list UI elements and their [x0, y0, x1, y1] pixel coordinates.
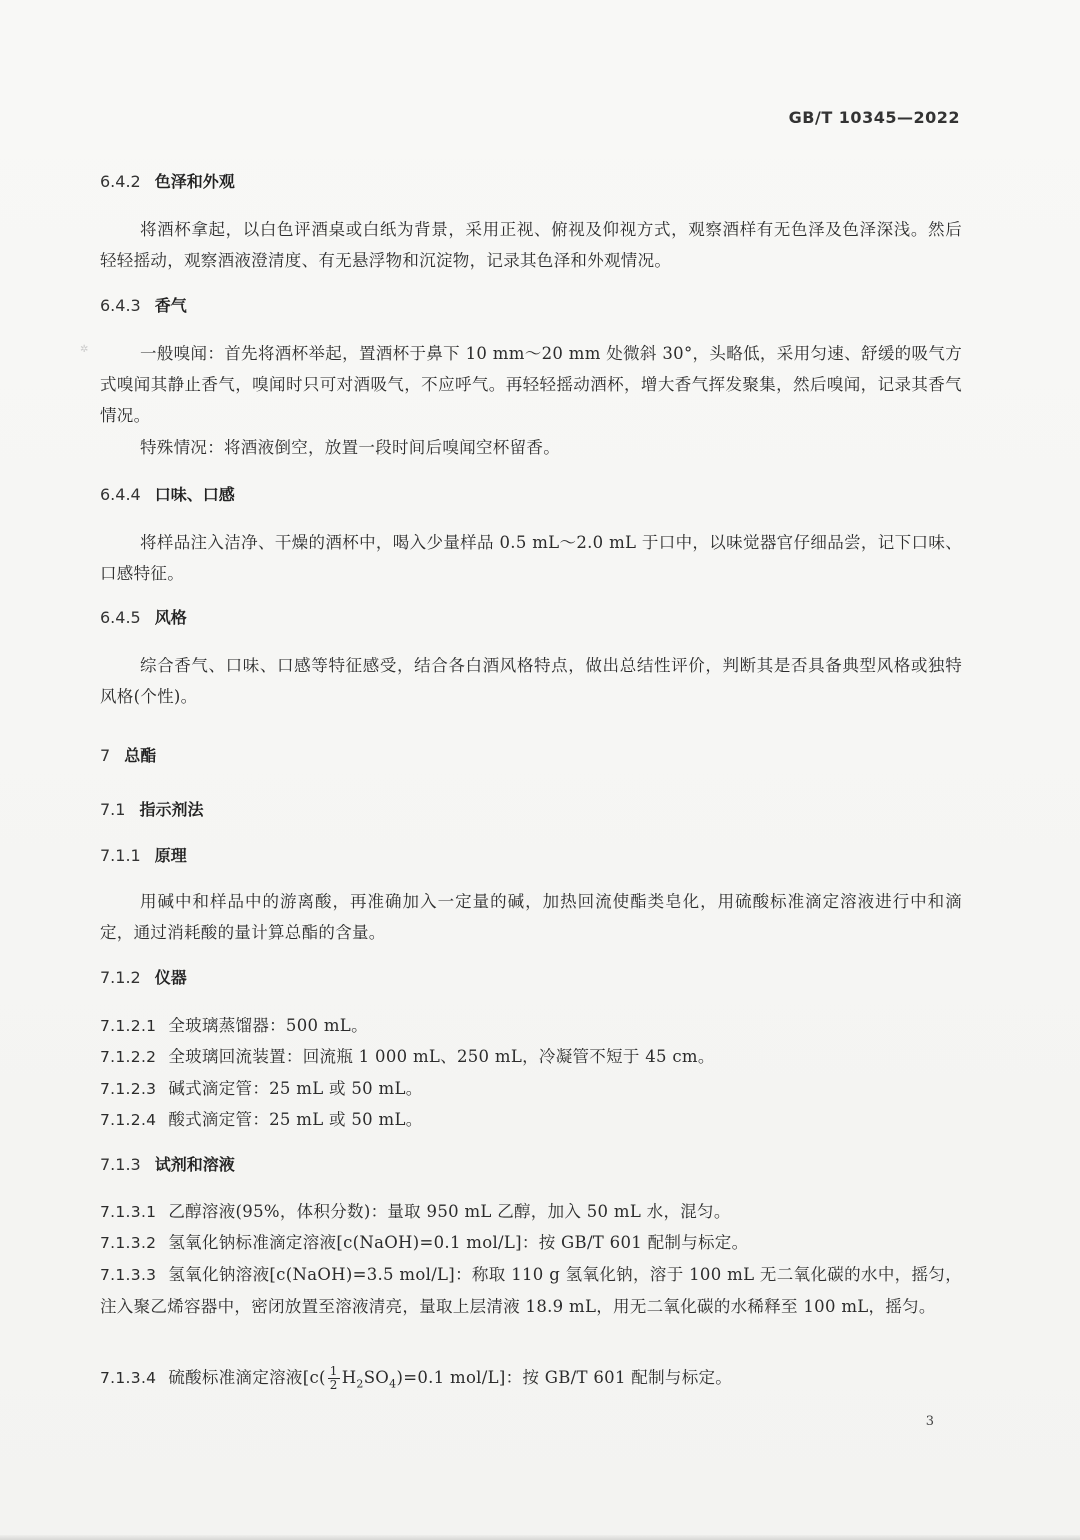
- paragraph-aroma-general: 一般嗅闻：首先将酒杯举起，置酒杯于鼻下 10 mm～20 mm 处微斜 30°，头略低，采用匀速、舒缓的吸气方式嗅闻其静止香气，嗅闻时只可对酒吸气，不应呼气。再轻轻摇动酒杯，增大香气挥发聚集，然后嗅闻，记录其香气情况。: [100, 344, 962, 425]
- list-item-7-1-2-2: [100, 1041, 962, 1073]
- paragraph-color-appearance: 将酒杯拿起，以白色评酒桌或白纸为背景，采用正视、俯视及仰视方式，观察酒样有无色泽及色泽深浅。然后轻轻摇动，观察酒液澄清度、有无悬浮物和沉淀物，记录其色泽和外观情况。: [100, 220, 962, 270]
- item-text-suffix: )=0.1 mol/L]：按 GB/T 601 配制与标定。: [396, 1368, 733, 1387]
- section-number: 6.4.5: [100, 608, 141, 627]
- item-number: 7.1.3.1: [100, 1203, 157, 1221]
- item-text: 全玻璃回流装置：回流瓶 1 000 mL、250 mL，冷凝管不短于 45 cm。: [168, 1047, 715, 1066]
- page-number: 3: [925, 1414, 934, 1429]
- section-title: 色泽和外观: [154, 172, 235, 191]
- paragraph-style: 综合香气、口味、口感等特征感受，结合各白酒风格特点，做出总结性评价，判断其是否具备典型风格或独特风格(个性)。: [100, 656, 962, 706]
- formula-sub-1: 2: [356, 1377, 364, 1391]
- fraction: [328, 1365, 340, 1392]
- section-number: 7.1.3: [100, 1155, 141, 1174]
- heading-7-1-3: [100, 1154, 235, 1176]
- paragraph-principle: 用碱中和样品中的游离酸，再准确加入一定量的碱，加热回流使酯类皂化，用硫酸标准滴定溶液进行中和滴定，通过消耗酸的量计算总酯的含量。: [100, 892, 962, 942]
- item-number: 7.1.2.1: [100, 1017, 157, 1035]
- formula-so: SO: [363, 1368, 390, 1387]
- heading-6-4-3: [100, 295, 187, 317]
- heading-7-1-1: [100, 845, 187, 867]
- section-number: 7.1: [100, 800, 126, 819]
- paragraph-aroma-special: 特殊情况：将酒液倒空，放置一段时间后嗅闻空杯留香。: [140, 438, 560, 457]
- heading-7: [100, 745, 156, 767]
- item-number: 7.1.2.3: [100, 1080, 157, 1098]
- heading-6-4-5: [100, 607, 187, 629]
- heading-6-4-2: [100, 171, 235, 193]
- scan-edge: [0, 1535, 1080, 1540]
- list-item-7-1-3-3: [100, 1259, 962, 1322]
- item-number: 7.1.2.2: [100, 1048, 157, 1066]
- section-title: 口味、口感: [154, 485, 235, 504]
- item-text: 碱式滴定管：25 mL 或 50 mL。: [168, 1079, 423, 1098]
- section-title: 香气: [154, 296, 187, 315]
- item-text-prefix: 硫酸标准滴定溶液[c(: [168, 1368, 326, 1387]
- item-number: 7.1.2.4: [100, 1111, 157, 1129]
- section-number: 6.4.2: [100, 172, 141, 191]
- list-item-7-1-3-4: [100, 1362, 962, 1399]
- section-number: 6.4.4: [100, 485, 141, 504]
- list-item-7-1-2-4: [100, 1104, 962, 1136]
- item-text: 全玻璃蒸馏器：500 mL。: [168, 1016, 368, 1035]
- item-text: 氢氧化钠标准滴定溶液[c(NaOH)=0.1 mol/L]：按 GB/T 601 配制与标定。: [168, 1233, 749, 1252]
- section-title: 总酯: [124, 746, 157, 765]
- fraction-denominator: 2: [329, 1378, 338, 1392]
- fraction-numerator: 1: [329, 1364, 338, 1378]
- section-title: 指示剂法: [139, 800, 204, 819]
- section-number: 6.4.3: [100, 296, 141, 315]
- heading-7-1: [100, 799, 203, 821]
- section-number: 7.1.2: [100, 968, 141, 987]
- item-number: 7.1.3.3: [100, 1266, 157, 1284]
- section-title: 仪器: [154, 968, 187, 987]
- list-item-7-1-3-2: [100, 1227, 962, 1259]
- list-item-7-1-3-1: [100, 1196, 962, 1228]
- paragraph-taste: 将样品注入洁净、干燥的酒杯中，喝入少量样品 0.5 mL～2.0 mL 于口中，以味觉器官仔细品尝，记下口味、口感特征。: [100, 533, 962, 583]
- scan-speck-icon: ✲: [80, 344, 89, 355]
- section-number: 7.1.1: [100, 846, 141, 865]
- item-text: 酸式滴定管：25 mL 或 50 mL。: [168, 1110, 423, 1129]
- list-item-7-1-2-1: [100, 1010, 962, 1042]
- section-number: 7: [100, 746, 111, 765]
- heading-6-4-4: [100, 484, 235, 506]
- section-title: 风格: [154, 608, 187, 627]
- item-text: 氢氧化钠溶液[c(NaOH)=3.5 mol/L]：称取 110 g 氢氧化钠，溶于 100 mL 无二氧化碳的水中，摇匀，注入聚乙烯容器中，密闭放置至溶液清亮，量取上层清液 18.9 mL，用无二氧化碳的水稀释至 100 mL，摇匀。: [100, 1265, 962, 1316]
- heading-7-1-2: [100, 967, 187, 989]
- item-number: 7.1.3.4: [100, 1369, 157, 1387]
- list-item-7-1-2-3: [100, 1073, 962, 1105]
- section-title: 原理: [154, 846, 187, 865]
- formula-sub-2: 4: [389, 1377, 397, 1391]
- item-text: 乙醇溶液(95%，体积分数)：量取 950 mL 乙醇，加入 50 mL 水，混匀。: [168, 1202, 731, 1221]
- section-title: 试剂和溶液: [154, 1155, 235, 1174]
- standard-code: GB/T 10345—2022: [788, 108, 960, 127]
- formula-h: H: [341, 1368, 357, 1387]
- item-number: 7.1.3.2: [100, 1234, 157, 1252]
